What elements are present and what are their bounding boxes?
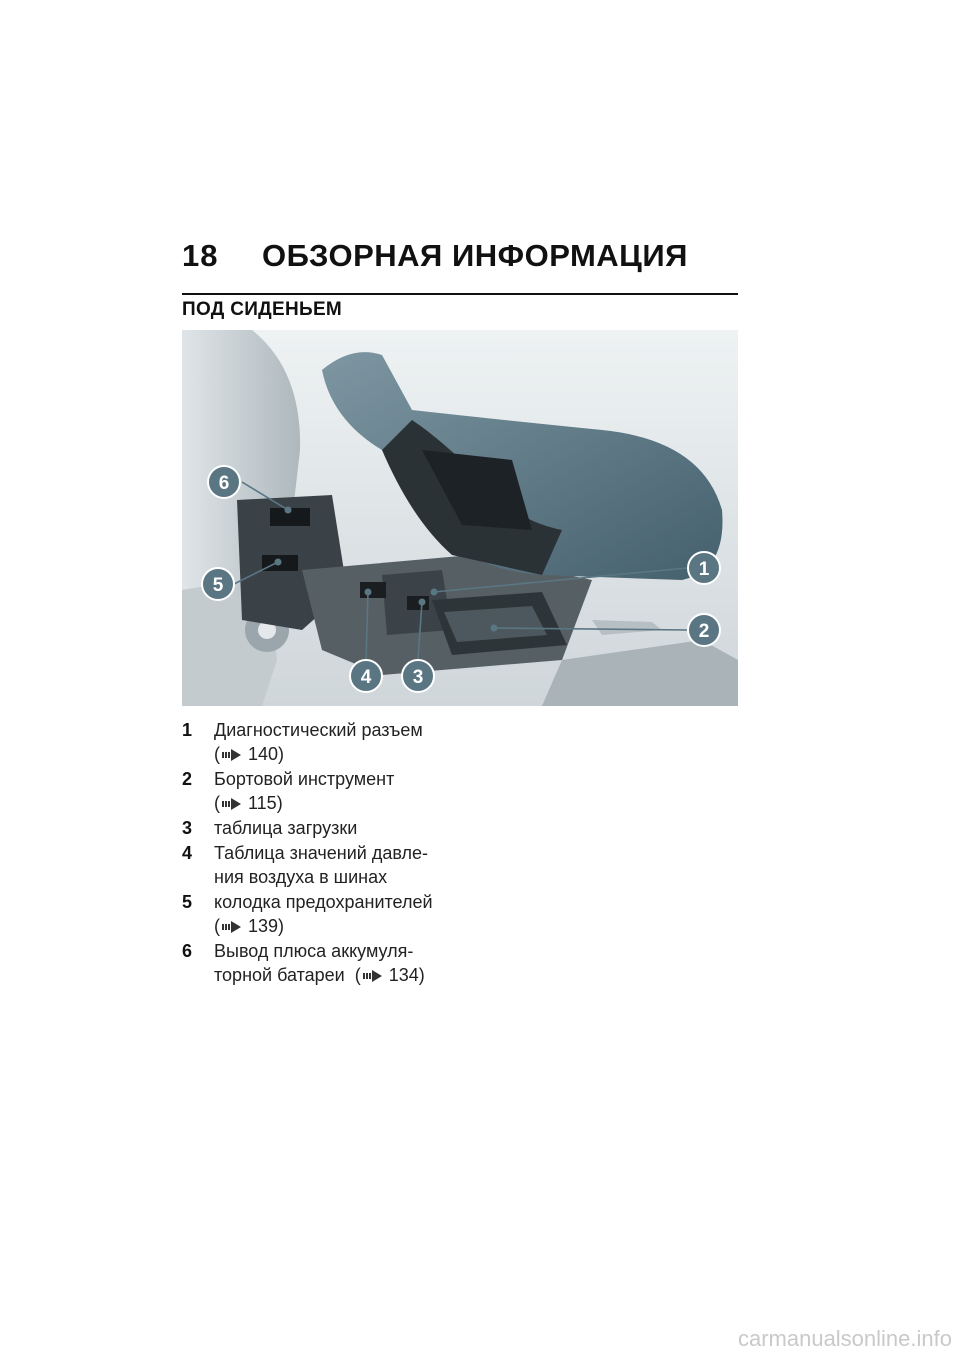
- svg-text:6: 6: [218, 473, 230, 494]
- legend-item: [182, 816, 482, 840]
- callout-3: [402, 660, 434, 692]
- header-rule: [182, 293, 738, 295]
- figure-illustration: [182, 330, 738, 706]
- legend-text: Бортовой инструмент: [214, 769, 395, 789]
- chapter-title: ОБЗОРНАЯ ИНФОРМАЦИЯ: [262, 238, 688, 273]
- arrow-right-icon: [222, 798, 242, 810]
- svg-text:3: 3: [412, 667, 424, 688]
- legend-text: Диагностический разъем: [214, 720, 423, 740]
- legend-text-continued: торной батареи: [214, 965, 345, 985]
- motorcycle-under-seat-figure: [182, 330, 738, 706]
- legend-item: [182, 939, 482, 987]
- legend-text: таблица загрузки: [214, 818, 358, 838]
- legend-number: 5: [182, 892, 193, 912]
- page-reference[interactable]: ( 140): [214, 744, 285, 764]
- page-reference[interactable]: ( 139): [214, 916, 285, 936]
- svg-text:2: 2: [698, 621, 710, 642]
- svg-text:1: 1: [698, 559, 710, 580]
- callout-4: [350, 660, 382, 692]
- legend-text: Вывод плюса аккумуля-: [214, 941, 414, 961]
- legend-item: [182, 767, 482, 815]
- callout-1: [688, 552, 720, 584]
- page-number: 18: [182, 238, 219, 273]
- arrow-right-icon: [222, 749, 242, 761]
- section-title: ПОД СИДЕНЬЕМ: [182, 299, 343, 320]
- page-header: [182, 238, 738, 278]
- legend-number: 1: [182, 720, 193, 740]
- legend-number: 3: [182, 818, 193, 838]
- legend-text: Таблица значений давле-: [214, 843, 428, 863]
- svg-text:5: 5: [212, 575, 224, 596]
- callout-5: [202, 568, 234, 600]
- legend-text-continued: ния воздуха в шинах: [214, 867, 388, 887]
- page-reference[interactable]: ( 115): [214, 793, 283, 813]
- legend-number: 2: [182, 769, 193, 789]
- legend-list: [182, 718, 482, 988]
- legend-item: [182, 718, 482, 766]
- watermark: carmanualsonline.info: [737, 1326, 952, 1351]
- legend-item: [182, 841, 482, 889]
- legend-number: 4: [182, 843, 193, 863]
- page-reference[interactable]: торной батареи ( 134): [214, 965, 425, 985]
- arrow-right-icon: [363, 970, 383, 982]
- legend-item: [182, 890, 482, 938]
- callout-2: [688, 614, 720, 646]
- callout-6: [208, 466, 240, 498]
- svg-text:4: 4: [360, 667, 372, 688]
- legend-number: 6: [182, 941, 193, 961]
- arrow-right-icon: [222, 921, 242, 933]
- legend-text: колодка предохранителей: [214, 892, 433, 912]
